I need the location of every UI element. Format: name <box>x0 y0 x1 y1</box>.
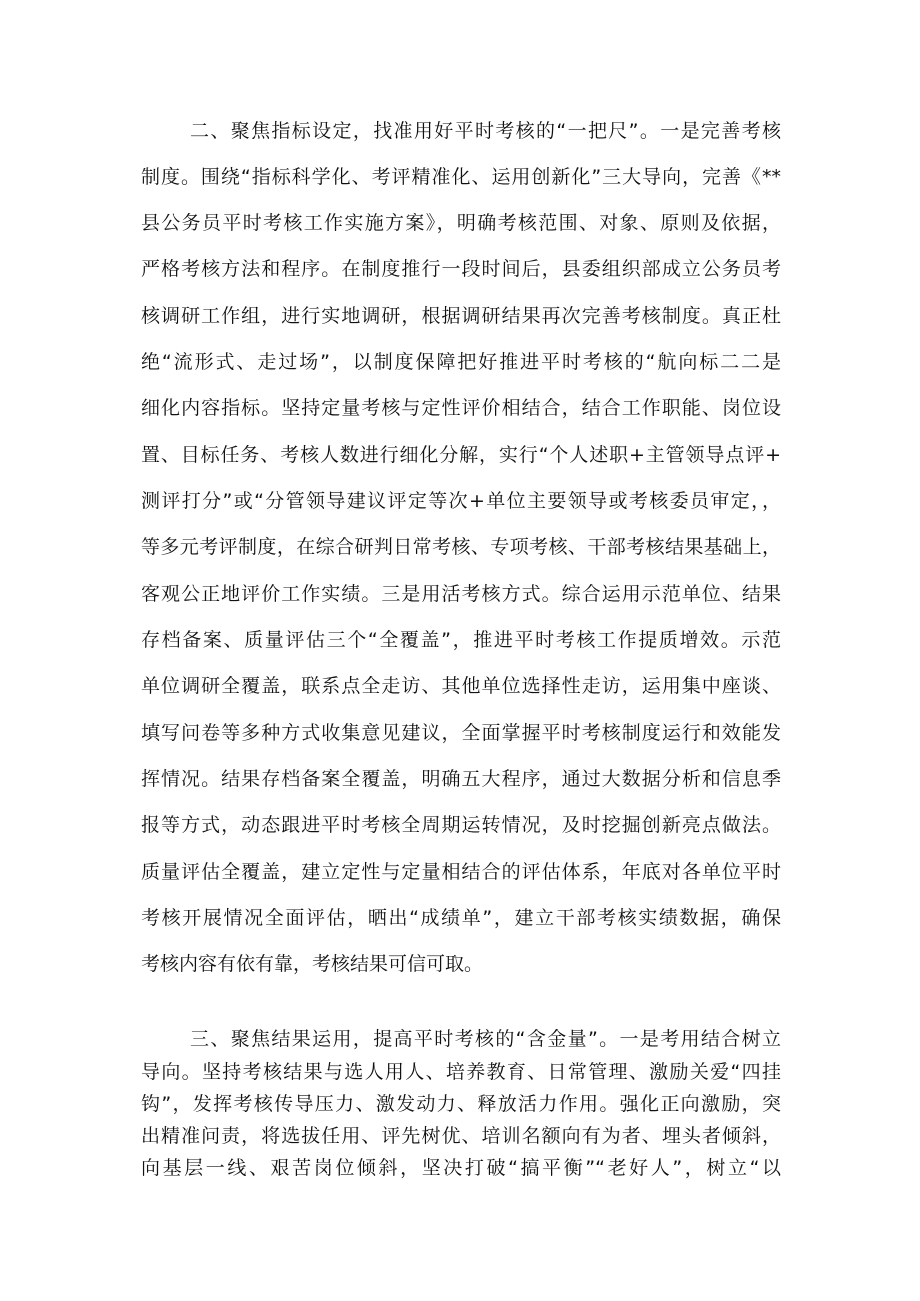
paragraph-3-line-4: 出精准问责，将选拔任用、评先树优、培训名额向有为者、埋头者倾斜， <box>141 1125 781 1147</box>
paragraph-2-line-2: 制度。围绕“指标科学化、考评精准化、运用创新化”三大导向，完善《** <box>141 166 781 188</box>
paragraph-2-line-1: 二、聚焦指标设定，找准用好平时考核的“一把尺”。一是完善考核 <box>190 120 781 142</box>
paragraph-2-line-4: 严格考核方法和程序。在制度推行一段时间后，县委组织部成立公务员考 <box>141 258 781 280</box>
paragraph-2-line-10: 等多元考评制度，在综合研判日常考核、专项考核、干部考核结果基础上， <box>141 536 781 558</box>
paragraph-2-line-14: 填写问卷等多种方式收集意见建议，全面掌握平时考核制度运行和效能发 <box>141 722 781 744</box>
paragraph-3-line-3: 钩”，发挥考核传导压力、激发动力、释放活力作用。强化正向激励，突 <box>141 1093 781 1115</box>
paragraph-2-line-15: 挥情况。结果存档备案全覆盖，明确五大程序，通过大数据分析和信息季 <box>141 768 781 790</box>
paragraph-2-line-13: 单位调研全覆盖，联系点全走访、其他单位选择性走访，运用集中座谈、 <box>141 675 781 697</box>
paragraph-2-line-3: 县公务员平时考核工作实施方案》，明确考核范围、对象、原则及依据， <box>141 212 781 234</box>
paragraph-2-line-9: 测评打分”或“分管领导建议评定等次+单位主要领导或考核委员审定，， <box>141 490 781 512</box>
paragraph-2-line-12: 存档备案、质量评估三个“全覆盖”，推进平时考核工作提质增效。示范 <box>141 629 781 651</box>
paragraph-3-line-1: 三、聚焦结果运用，提高平时考核的“含金量”。一是考用结合树立 <box>190 1028 781 1050</box>
paragraph-2-line-17: 质量评估全覆盖，建立定性与定量相结合的评估体系，年底对各单位平时 <box>141 861 781 883</box>
paragraph-2-line-18: 考核开展情况全面评估，晒出“成绩单”，建立干部考核实绩数据，确保 <box>141 907 781 929</box>
paragraph-2-line-6: 绝“流形式、走过场”，以制度保障把好推进平时考核的“航向标二二是 <box>141 351 781 373</box>
paragraph-2-line-11: 客观公正地评价工作实绩。三是用活考核方式。综合运用示范单位、结果 <box>141 583 781 605</box>
paragraph-3-line-5: 向基层一线、艰苦岗位倾斜，坚决打破“搞平衡”“老好人”，树立“以 <box>141 1157 781 1179</box>
paragraph-2-line-5: 核调研工作组，进行实地调研，根据调研结果再次完善考核制度。真正杜 <box>141 305 781 327</box>
paragraph-2-line-16: 报等方式，动态跟进平时考核全周期运转情况，及时挖掘创新亮点做法。 <box>141 814 781 836</box>
paragraph-2-line-19: 考核内容有依有靠，考核结果可信可取。 <box>141 953 484 975</box>
paragraph-2-line-8: 置、目标任务、考核人数进行细化分解，实行“个人述职+主管领导点评+ <box>141 444 781 466</box>
paragraph-2-line-7: 细化内容指标。坚持定量考核与定性评价相结合，结合工作职能、岗位设 <box>141 397 781 419</box>
paragraph-3-line-2: 导向。坚持考核结果与选人用人、培养教育、日常管理、激励关爱“四挂 <box>141 1061 781 1083</box>
